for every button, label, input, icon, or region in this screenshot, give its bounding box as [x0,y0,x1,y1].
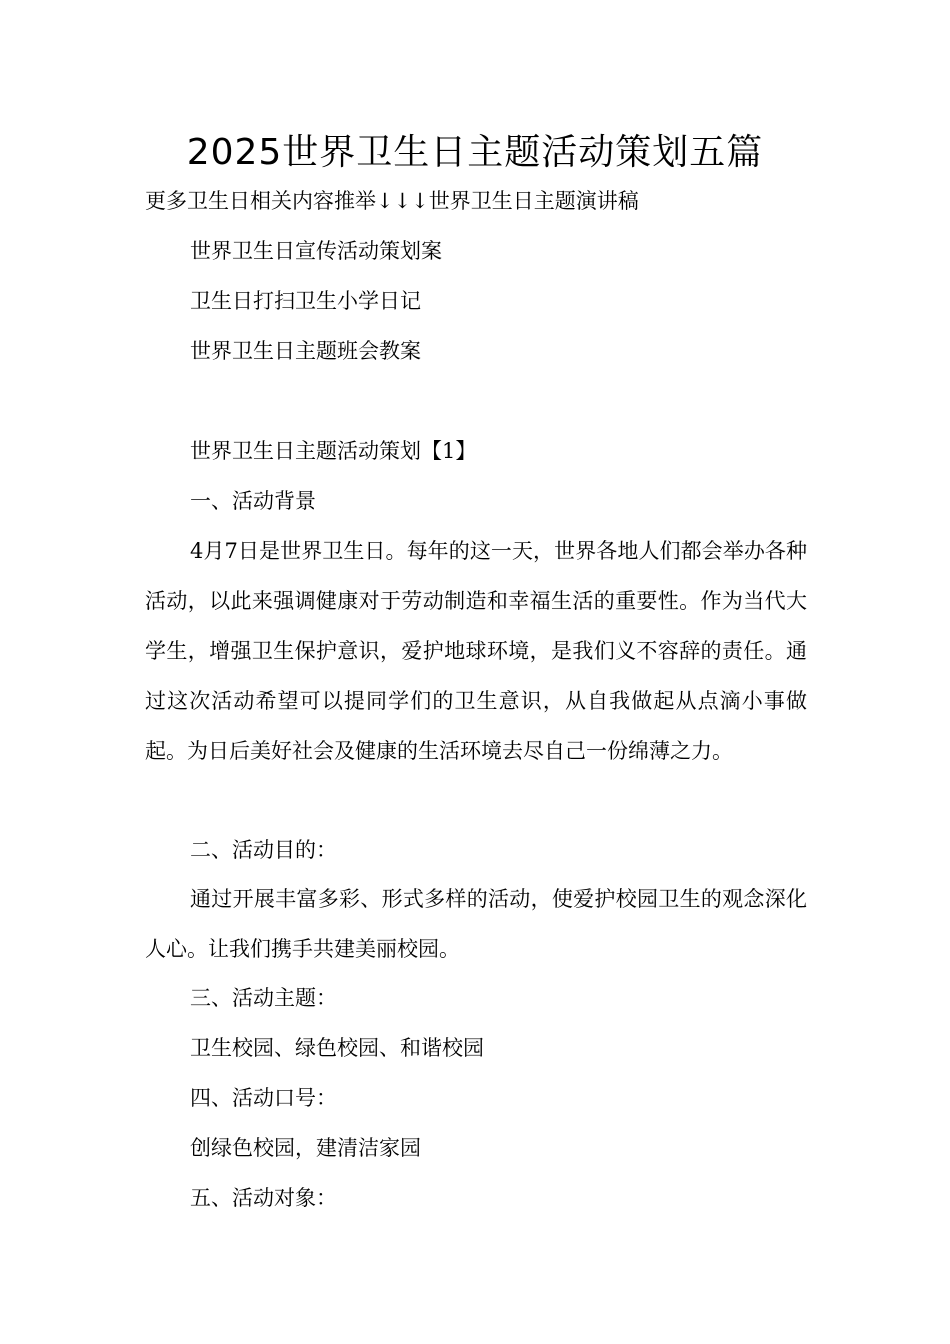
related-link-3[interactable]: 世界卫生日主题班会教案 [190,339,421,363]
part5-title: 五、活动对象： [190,1186,337,1210]
related-link-2[interactable]: 卫生日打扫卫生小学日记 [190,289,421,313]
part1-title: 一、活动背景 [190,489,316,513]
part1-paragraph: 4月7日是世界卫生日。每年的这一天，世界各地人们都会举办各种活动，以此来强调健康对于劳动制造和幸福生活的重要性。作为当代大学生，增强卫生保护意识，爱护地球环境，是我们义不容辞的责任。通过这次活动希望可以提同学们的卫生意识，从自我做起从点滴小事做起。为日后美好社会及健康的生活环境去尽自己一份绵薄之力。 [145,539,807,763]
part4-text: 创绿色校园，建清洁家园 [190,1136,421,1160]
part2-title: 二、活动目的： [190,838,337,862]
section-heading: 世界卫生日主题活动策划【1】 [190,439,477,463]
document-title: 2025世界卫生日主题活动策划五篇 [186,132,764,173]
related-content-line: 更多卫生日相关内容推举↓↓↓世界卫生日主题演讲稿 [145,189,639,213]
part2-paragraph: 通过开展丰富多彩、形式多样的活动，使爱护校园卫生的观念深化人心。让我们携手共建美丽校园。 [145,887,807,961]
part3-text: 卫生校园、绿色校园、和谐校园 [190,1036,484,1060]
part3-title: 三、活动主题： [190,986,337,1010]
related-link-1[interactable]: 世界卫生日宣传活动策划案 [190,239,442,263]
part4-title: 四、活动口号： [190,1086,337,1110]
